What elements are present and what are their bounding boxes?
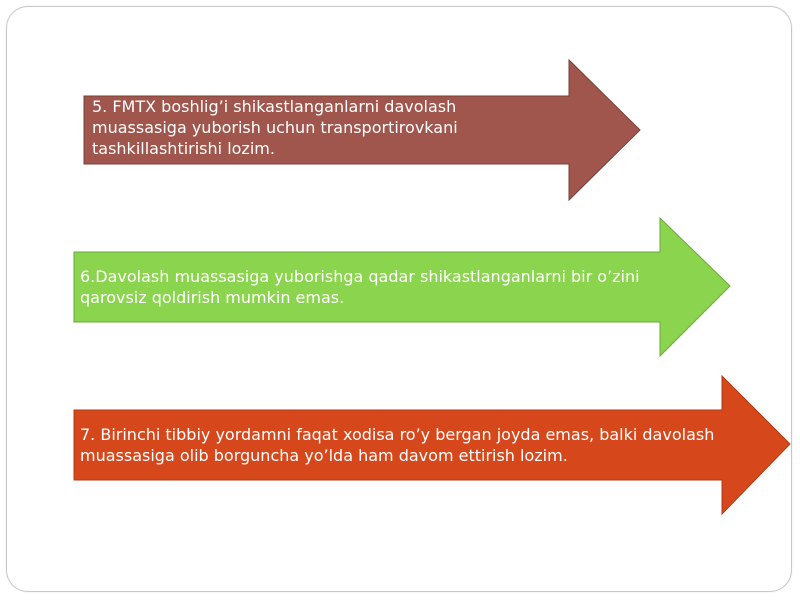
arrow-step-7-text: 7. Birinchi tibbiy yordamni faqat xodisa ro’y bergan joyda emas, balki davolash muassasiga olib borguncha yo’lda ham davom ettirish lozim.	[80, 425, 715, 465]
arrow-step-5	[84, 60, 642, 200]
arrow-step-5-text: 5. FMTX boshlig’i shikastlanganlarni davolash muassasiga yuborish uchun transportirovkani tashkillashtirishi lozim.	[92, 97, 458, 158]
arrow-step-6	[74, 218, 734, 358]
arrow-step-6-text: 6.Davolash muassasiga yuborishga qadar shikastlanganlarni bir o’zini qarovsiz qoldirish mumkin emas.	[80, 267, 640, 307]
arrow-step-7	[74, 376, 794, 516]
